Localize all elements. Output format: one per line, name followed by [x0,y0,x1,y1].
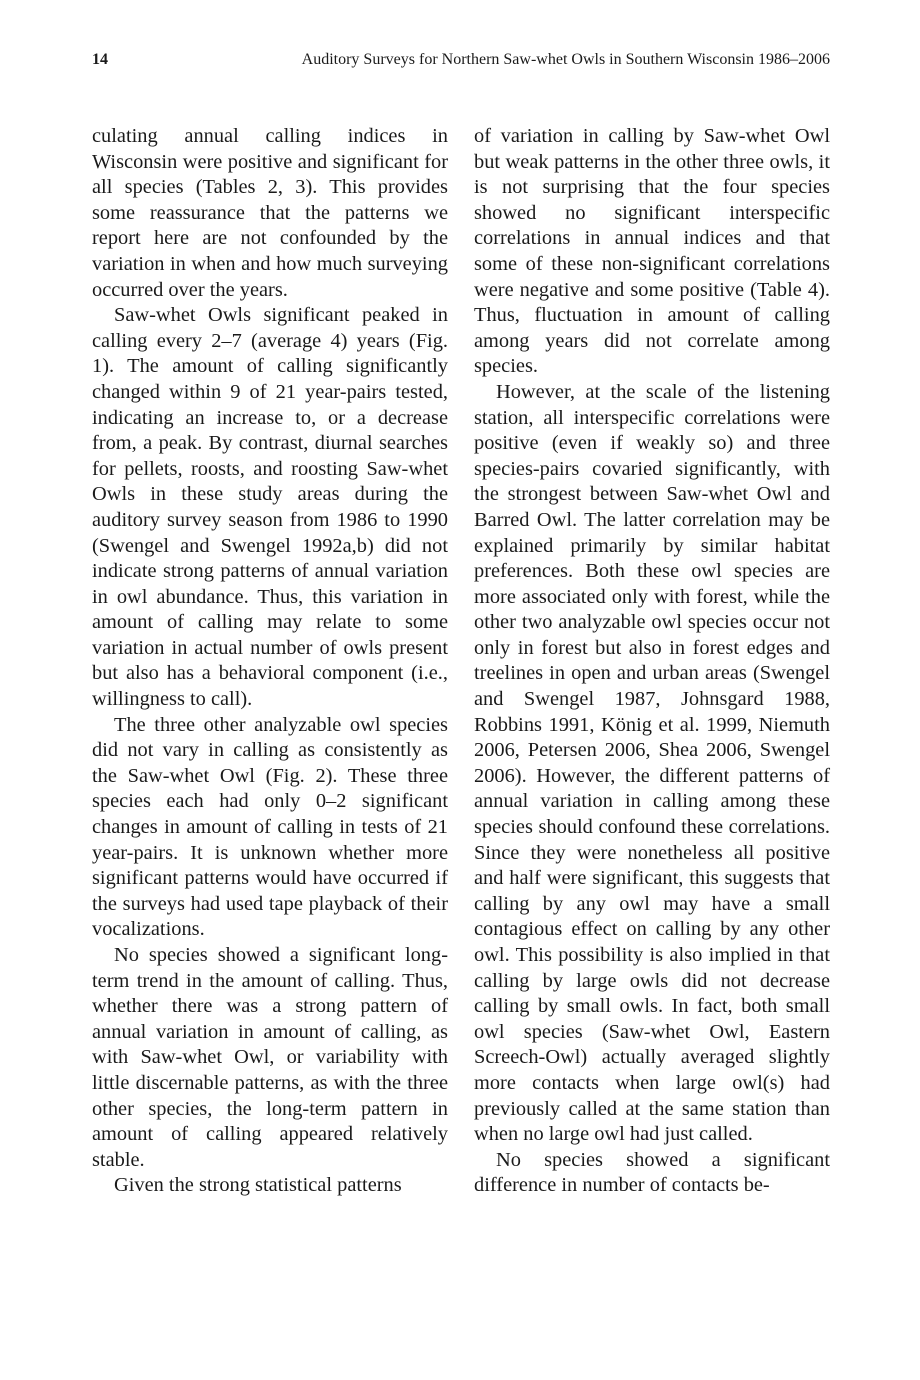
left-column [92,124,448,1199]
running-header [92,48,830,72]
running-title: Auditory Surveys for Northern Saw-whet Owls in Southern Wisconsin 1986–2006 [301,51,830,68]
paragraph: culating annual calling indices in Wisconsin were positive and significant for all species (Tables 2, 3). This provides some reassurance that the patterns we report here are not confounded by the variation in when and how much surveying occurred over the years. [92,125,448,301]
right-column [474,124,830,1199]
paragraph: However, at the scale of the listening station, all interspecific correlations were positive (even if weakly so) and three species-pairs covaried significantly, with the strongest between Saw-whet Owl and Barred Owl. The latter correlation may be explained primarily by similar habitat preferences. Both these owl species are more associated only with forest, while the other two analyzable owl species occur not only in forest but also in forest edges and treelines in open and urban areas (Swengel and Swengel 1987, Johnsgard 1988, Robbins 1991, König et al. 1999, Niemuth 2006, Petersen 2006, Shea 2006, Swengel 2006). However, the different patterns of annual variation in calling among these species should confound these correlations. Since they were nonetheless all positive and half were significant, this suggests that calling by any owl may have a small contagious effect on calling by any other owl. This possibility is also implied in that calling by large owls did not decrease calling by small owls. In fact, both small owl species (Saw-whet Owl, Eastern Screech-Owl) actually averaged slightly more contacts when large owl(s) had previously called at the same station than when no large owl had just called. [474,380,830,1146]
paragraph: Given the strong statistical patterns [114,1174,402,1197]
page-number: 14 [92,51,108,68]
paragraph: No species showed a significant long-term trend in the amount of calling. Thus, whether there was a strong pattern of annual variation in amount of calling, as with Saw-whet Owl, or variability with little discernable patterns, as with the three other species, the long-term pattern in amount of calling appeared relatively stable. [92,944,448,1171]
paragraph: No species showed a significant difference in number of contacts be- [474,1148,830,1197]
paragraph: Saw-whet Owls significant peaked in calling every 2–7 (average 4) years (Fig. 1). The amount of calling significantly changed within 9 of 21 year-pairs tested, indicating an increase to, or a decrease from, a peak. By contrast, diurnal searches for pellets, roosts, and roosting Saw-whet Owls in these study areas during the auditory survey season from 1986 to 1990 (Swengel and Swengel 1992a,b) did not indicate strong patterns of annual variation in owl abundance. Thus, this variation in amount of calling may relate to some variation in actual number of owls present but also has a behavioral component (i.e., willingness to call). [92,304,448,711]
paragraph: The three other analyzable owl species did not vary in calling as consistently as the Saw-whet Owl (Fig. 2). These three species each had only 0–2 significant changes in amount of calling in tests of 21 year-pairs. It is unknown whether more significant patterns would have occurred if the surveys had used tape playback of their vocalizations. [92,713,448,941]
paragraph: of variation in calling by Saw-whet Owl but weak patterns in the other three owls, it is not surprising that the four species showed no significant interspecific correlations in annual indices and that some of these non-significant correlations were negative and some positive (Table 4). Thus, fluctuation in amount of calling among years did not correlate among species. [474,125,830,378]
